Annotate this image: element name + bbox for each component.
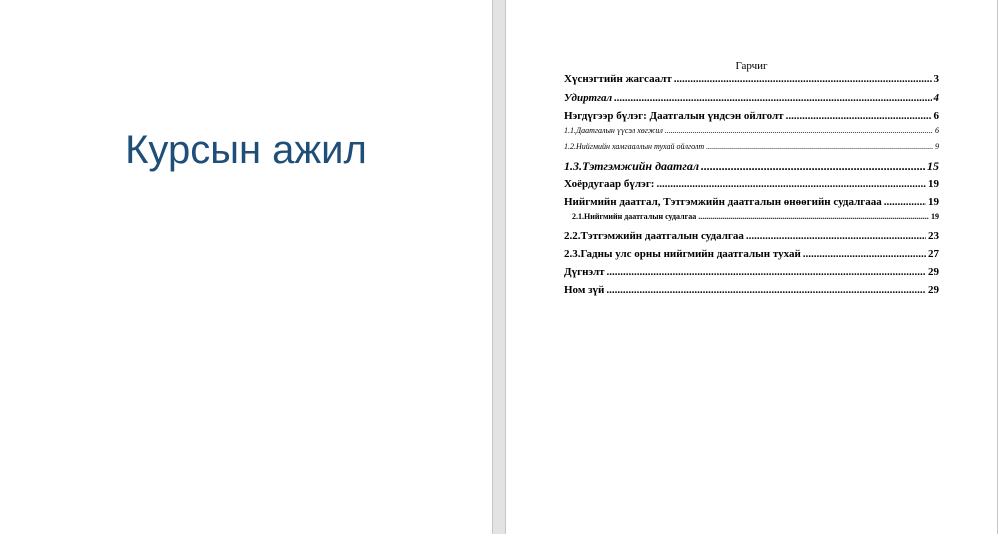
toc-entry-page: 4 (933, 92, 939, 104)
toc-entry-label: Нийгмийн даатгал, Тэтгэмжийн даатгалын өнөөгийн судалгааа (564, 196, 882, 208)
toc-entry-label: Дүгнэлт (564, 266, 605, 278)
toc-entry-label: Нэгдүгээр бүлэг: Даатгалын үндсэн ойлголт (564, 110, 784, 122)
cover-title: Курсын ажил (125, 128, 367, 172)
toc-entry[interactable] (564, 92, 939, 104)
toc-leader-dots (665, 126, 933, 135)
toc-entry[interactable] (564, 266, 939, 278)
toc-entry-page: 15 (927, 159, 939, 173)
toc-leader-dots (614, 92, 931, 104)
toc-entry-label: Удиртгал (564, 92, 613, 104)
toc-leader-dots (803, 248, 926, 260)
toc-entry[interactable] (564, 110, 939, 122)
cover-page (0, 0, 493, 534)
toc-entry[interactable] (564, 248, 939, 260)
toc-entry-label: 2.1.Нийгмийн даатгалын судалгаа (572, 212, 697, 221)
toc-entry-page: 9 (935, 142, 939, 151)
toc-entry-label: 2.3.Гадны улс орны нийгмийн даатгалын тухай (564, 248, 801, 260)
toc-entry-page: 29 (928, 284, 939, 296)
toc-entry-label: Хоёрдугаар бүлэг: (564, 178, 655, 190)
toc-entry-page: 19 (928, 178, 939, 190)
toc-entry-page: 6 (935, 126, 939, 135)
toc-leader-dots (746, 230, 926, 242)
toc-entry-page: 29 (928, 266, 939, 278)
toc-leader-dots (701, 159, 925, 174)
toc-entry[interactable] (564, 73, 939, 85)
toc-leader-dots (786, 110, 932, 122)
toc-leader-dots (607, 266, 926, 278)
toc-entry-label: Хүснэгтийн жагсаалт (564, 73, 672, 85)
toc-entry[interactable] (564, 230, 939, 242)
toc-entry-page: 19 (928, 196, 939, 208)
toc-leader-dots (706, 142, 933, 151)
toc-entry-label: 2.2.Тэтгэмжийн даатгалын судалгаа (564, 230, 744, 242)
toc-entry[interactable] (564, 126, 939, 135)
toc-leader-dots (674, 73, 932, 85)
toc-entry-label: Ном зүй (564, 284, 605, 296)
toc-leader-dots (884, 196, 926, 208)
table-of-contents (564, 59, 939, 296)
toc-page (505, 0, 998, 534)
toc-entry[interactable] (564, 142, 939, 151)
toc-leader-dots (698, 212, 929, 221)
toc-entry-page: 23 (928, 230, 939, 242)
toc-entry[interactable] (564, 284, 939, 296)
toc-entry[interactable] (572, 212, 939, 221)
toc-entry-page: 6 (933, 110, 939, 122)
toc-entry[interactable] (564, 178, 939, 190)
toc-entry[interactable] (564, 159, 939, 174)
toc-entry-label: 1.2.Нийгмийн хамгааллын тухай ойлголт (564, 142, 705, 151)
toc-entry-page: 27 (928, 248, 939, 260)
toc-entry-label: 1.1.Даатгалын үүсэл хөгжил (564, 126, 663, 135)
toc-entry-label: 1.3.Тэтгэмжийн даатгал (564, 159, 699, 173)
toc-leader-dots (656, 178, 926, 190)
toc-entry-page: 19 (931, 212, 939, 221)
toc-leader-dots (606, 284, 926, 296)
toc-entry-page: 3 (933, 73, 939, 85)
toc-entry[interactable] (564, 196, 939, 208)
toc-title: Гарчиг (735, 60, 768, 72)
